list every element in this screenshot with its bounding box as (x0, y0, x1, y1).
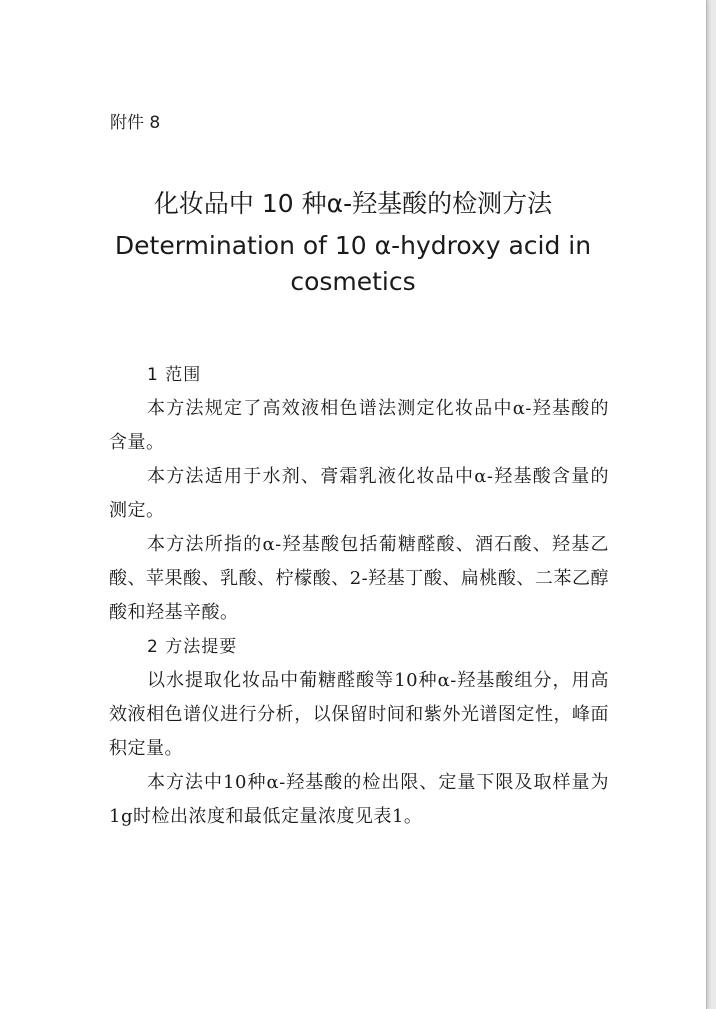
section-heading-method-summary: 2 方法提要 (147, 637, 238, 657)
title-english-line1: Determination of 10 α-hydroxy acid in (114, 231, 592, 260)
paragraph: 本方法中10种α-羟基酸的检出限、定量下限及取样量为1g时检出浓度和最低定量浓度见表1。 (109, 772, 609, 827)
document-title (0, 184, 706, 302)
paragraph: 本方法适用于水剂、膏霜乳液化妆品中α-羟基酸含量的测定。 (109, 466, 609, 521)
paragraph: 本方法所指的α-羟基酸包括葡糖醛酸、酒石酸、羟基乙酸、苹果酸、乳酸、柠檬酸、2-羟基丁酸、扁桃酸、二苯乙醇酸和羟基辛酸。 (109, 534, 609, 623)
title-english-line2: cosmetics (290, 267, 416, 296)
attachment-label: 附件 8 (110, 113, 161, 133)
paragraph: 本方法规定了高效液相色谱法测定化妆品中α-羟基酸的含量。 (109, 398, 609, 453)
title-chinese: 化妆品中 10 种α-羟基酸的检测方法 (153, 189, 553, 218)
section-heading-scope: 1 范围 (147, 365, 202, 385)
paragraph: 以水提取化妆品中葡糖醛酸等10种α-羟基酸组分，用高效液相色谱仪进行分析，以保留时间和紫外光谱图定性，峰面积定量。 (109, 670, 609, 759)
document-body (109, 358, 609, 834)
